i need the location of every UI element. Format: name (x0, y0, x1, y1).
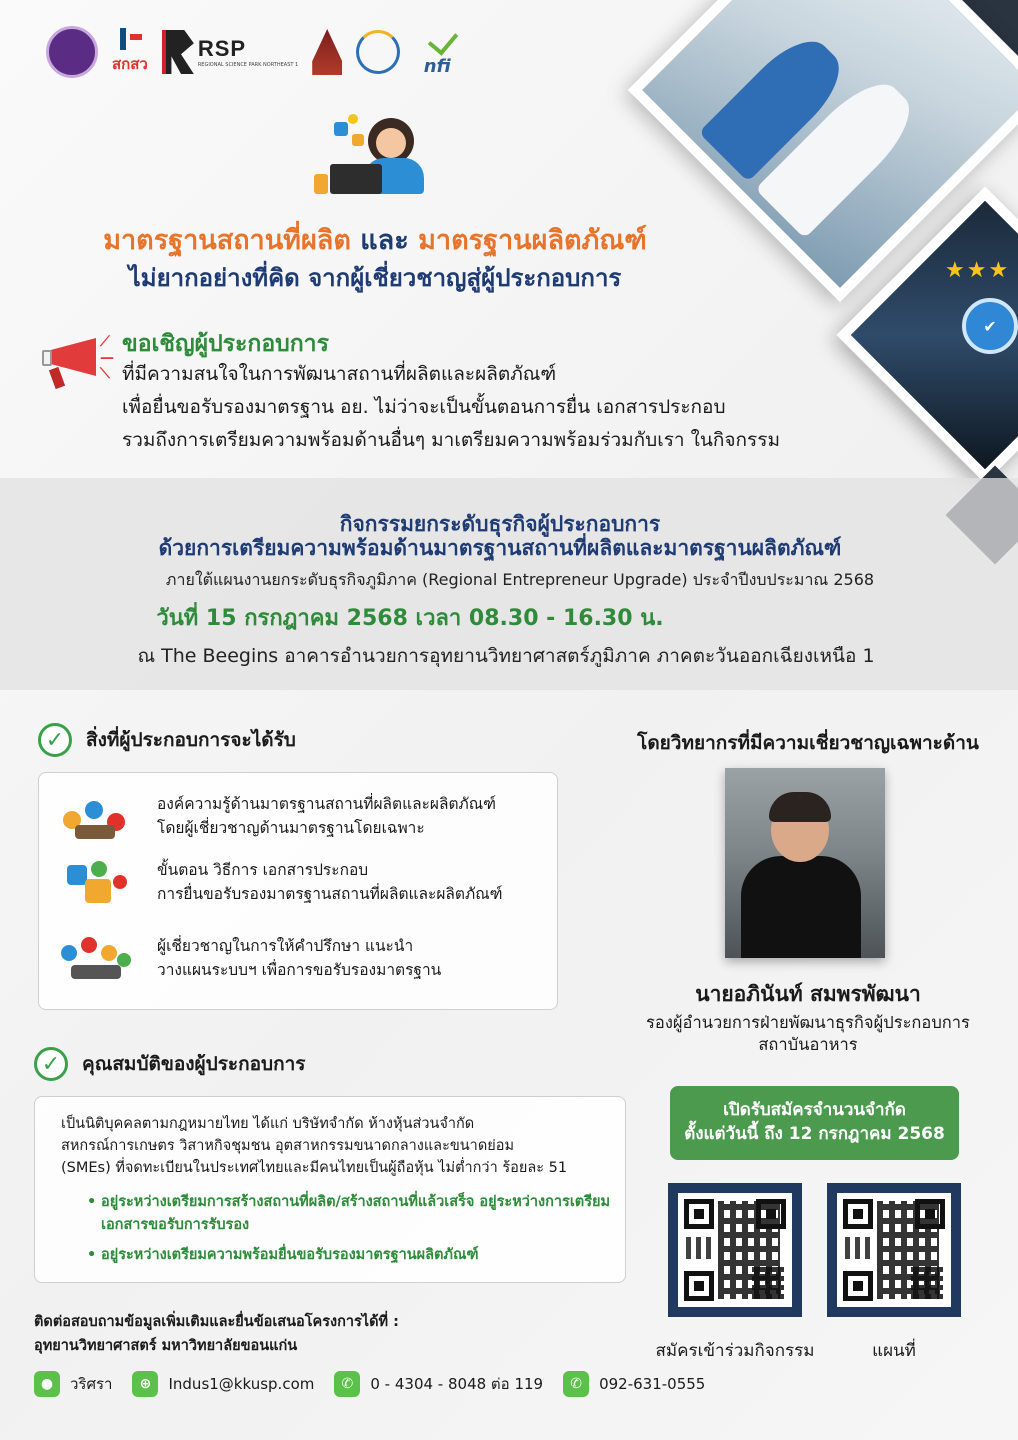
event-venue: ณ The Beegins อาคารอำนวยการอุทยานวิทยาศาสตร์ภูมิภาค ภาคตะวันออกเฉียงเหนือ 1 (137, 645, 875, 667)
invite-line: รวมถึงการเตรียมความพร้อมด้านอื่นๆ มาเตรียมความพร้อมร่วมกับเรา ในกิจกรรม (122, 429, 780, 451)
check-circle-icon: ✓ (34, 1047, 68, 1081)
tsri-logo-text: สกสว (112, 55, 148, 73)
registration-line: ตั้งแต่วันนี้ ถึง 12 กรกฎาคม 2568 (684, 1124, 945, 1144)
event-title-line1: กิจกรรมยกระดับธุรกิจผู้ประกอบการ (339, 512, 661, 536)
registration-qr-code[interactable] (668, 1183, 802, 1317)
registration-banner (670, 1086, 959, 1160)
benefit-line: โดยผู้เชี่ยวชาญด้านมาตรฐานโดยเฉพาะ (157, 819, 425, 837)
check-circle-icon: ✓ (38, 723, 72, 757)
woman-at-laptop-illustration (312, 112, 424, 196)
ministry-seal-logo (46, 26, 98, 78)
megaphone-icon: ⟋ — ⟍ (38, 328, 110, 392)
contact-mobile-text[interactable]: 092-631-0555 (599, 1375, 706, 1393)
phone-icon: ✆ (334, 1371, 360, 1397)
benefit-line: ผู้เชี่ยวชาญในการให้คำปรึกษา แนะนำ (157, 937, 414, 955)
benefit-line: วางแผนระบบฯ เพื่อการขอรับรองมาตรฐาน (157, 961, 442, 979)
benefit-item (57, 933, 441, 983)
qualification-line: สหกรณ์การเกษตร วิสาหกิจชุมชน อุตสาหกรรมขนาดกลางและขนาดย่อม (61, 1138, 514, 1154)
consulting-team-icon (57, 933, 133, 983)
science-park-logo (356, 30, 400, 74)
nfi-logo (414, 27, 460, 77)
qualification-bullet: • อยู่ระหว่างเตรียมความพร้อมยื่นขอรับรองมาตรฐานผลิตภัณฑ์ (87, 1244, 617, 1267)
contact-header (34, 1310, 399, 1358)
qualifications-body (61, 1113, 621, 1179)
qualification-line: (SMEs) ที่จดทะเบียนในประเทศไทยและมีคนไทยเป็นผู้ถือหุ้น ไม่ต่ำกว่า ร้อยละ 51 (61, 1160, 568, 1176)
invite-line: ที่มีความสนใจในการพัฒนาสถานที่ผลิตและผลิตภัณฑ์ (122, 363, 557, 385)
headline-part2: มาตรฐานผลิตภัณฑ์ (418, 225, 647, 256)
documents-process-icon (57, 857, 133, 907)
contact-phone[interactable] (334, 1371, 543, 1397)
benefits-header (38, 723, 296, 757)
person-icon: ● (34, 1371, 60, 1397)
quality-check-badge-icon: ✔ (962, 298, 1018, 354)
benefits-header-text: สิ่งที่ผู้ประกอบการจะได้รับ (86, 729, 296, 751)
contact-phone-text[interactable]: 0 - 4304 - 8048 ต่อ 119 (370, 1375, 544, 1393)
contact-name: วริศรา (70, 1375, 113, 1393)
map-qr-label: แผนที่ (872, 1341, 916, 1361)
invite-title: ขอเชิญผู้ประกอบการ (122, 331, 329, 357)
event-date: วันที่ 15 กรกฎาคม 2568 เวลา 08.30 - 16.30 น. (156, 606, 664, 631)
contact-header-line: ติดต่อสอบถามข้อมูลเพิ่มเติมและยื่นข้อเสนอโครงการได้ที่ : (34, 1314, 399, 1330)
benefit-item (57, 857, 502, 907)
contact-email-text[interactable]: Indus1@kkusp.com (168, 1375, 315, 1393)
rating-stars-icon: ★★★ (945, 258, 1011, 283)
qualifications-header-text: คุณสมบัติของผู้ประกอบการ (82, 1053, 306, 1075)
qualification-bullet: • อยู่ระหว่างเตรียมการสร้างสถานที่ผลิต/สร้างสถานที่แล้วเสร็จ อยู่ระหว่างการเตรียมเอกสารขอรับการรับรอง (87, 1191, 617, 1237)
headline-part1: มาตรฐานสถานที่ผลิต (103, 225, 351, 256)
sub-headline: ไม่ยากอย่างที่คิด จากผู้เชี่ยวชาญสู่ผู้ประกอบการ (128, 264, 622, 292)
globe-icon: ⊕ (132, 1371, 158, 1397)
registration-line: เปิดรับสมัครจำนวนจำกัด (723, 1100, 906, 1120)
event-title-line2: ด้วยการเตรียมความพร้อมด้านมาตรฐานสถานที่ผลิตและมาตรฐานผลิตภัณฑ์ (158, 536, 842, 560)
qualifications-header (34, 1047, 306, 1081)
contact-details (34, 1371, 725, 1397)
benefit-line: ขั้นตอน วิธีการ เอกสารประกอบ (157, 861, 369, 879)
nfi-logo-text: nfi (423, 56, 451, 77)
contact-header-line: อุทยานวิทยาศาสตร์ มหาวิทยาลัยขอนแก่น (34, 1338, 298, 1354)
contact-email[interactable] (132, 1371, 314, 1397)
speaker-role-line: รองผู้อำนวยการฝ่ายพัฒนาธุรกิจผู้ประกอบการ (646, 1013, 970, 1032)
invite-body (122, 358, 882, 457)
map-qr-code[interactable] (827, 1183, 961, 1317)
qualification-bullets (87, 1191, 617, 1274)
phone-icon: ✆ (563, 1371, 589, 1397)
speaker-role-line: สถาบันอาหาร (758, 1035, 858, 1054)
headline-conj: และ (350, 225, 419, 256)
invite-line: เพื่อยื่นขอรับรองมาตรฐาน อย. ไม่ว่าจะเป็นขั้นตอนการยื่น เอกสารประกอบ (122, 396, 726, 418)
kku-logo (312, 29, 342, 75)
contact-person (34, 1371, 112, 1397)
benefit-line: องค์ความรู้ด้านมาตรฐานสถานที่ผลิตและผลิตภัณฑ์ (157, 795, 497, 813)
tsri-logo (112, 28, 148, 76)
qualification-line: เป็นนิติบุคคลตามกฎหมายไทย ได้แก่ บริษัทจำกัด ห้างหุ้นส่วนจำกัด (61, 1116, 475, 1132)
benefits-card (38, 772, 558, 1010)
meeting-group-icon (57, 791, 133, 841)
partner-logos (46, 26, 460, 78)
rsp-logo (162, 30, 298, 74)
contact-mobile[interactable] (563, 1371, 705, 1397)
rsp-logo-text: RSP (197, 36, 247, 61)
benefit-item (57, 791, 496, 841)
qualifications-card (34, 1096, 626, 1283)
speaker-photo (725, 768, 885, 958)
speaker-role (608, 1012, 1008, 1056)
event-subtitle: ภายใต้แผนงานยกระดับธุรกิจภูมิภาค (Regional Entrepreneur Upgrade) ประจำปีงบประมาณ 2568 (165, 570, 875, 589)
speaker-header: โดยวิทยากรที่มีความเชี่ยวชาญเฉพาะด้าน (637, 732, 979, 754)
main-headline (0, 218, 750, 261)
speaker-name: นายอภินันท์ สมพรพัฒนา (695, 982, 921, 1006)
benefit-line: การยื่นขอรับรองมาตรฐานสถานที่ผลิตและผลิตภัณฑ์ (157, 885, 503, 903)
registration-qr-label: สมัครเข้าร่วมกิจกรรม (655, 1341, 815, 1361)
rsp-logo-subtext: REGIONAL SCIENCE PARK NORTHEAST 1 (197, 62, 299, 68)
